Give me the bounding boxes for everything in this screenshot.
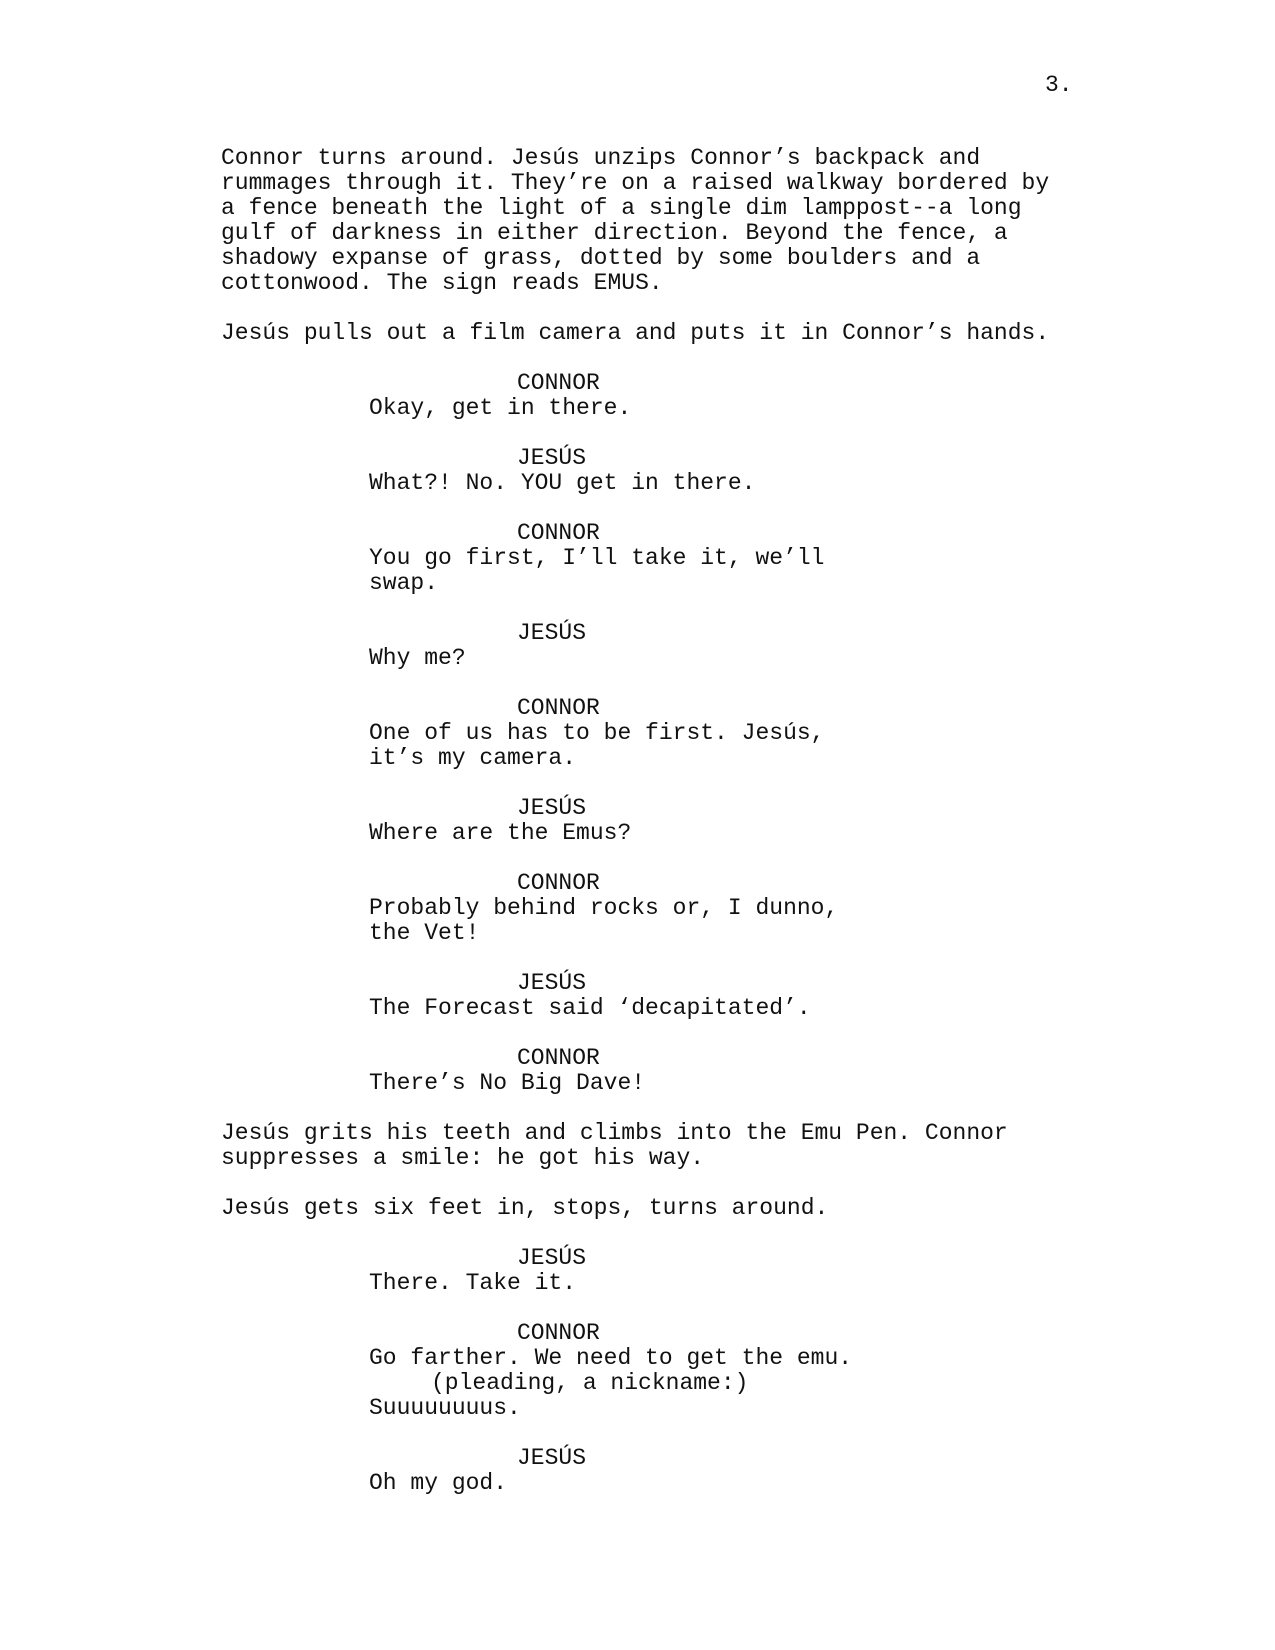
dialogue-block xyxy=(221,1246,1121,1296)
dialogue-block xyxy=(221,521,1121,596)
dialogue-block xyxy=(221,871,1121,946)
dialogue-text: One of us has to be first. Jesús, it’s my camera. xyxy=(369,720,825,771)
character-name: CONNOR xyxy=(517,870,600,896)
dialogue-block xyxy=(221,1046,1121,1096)
dialogue-text: There’s No Big Dave! xyxy=(369,1070,646,1096)
dialogue-block xyxy=(221,796,1121,846)
character-name: JESÚS xyxy=(517,1445,587,1471)
character-name: JESÚS xyxy=(517,1245,587,1271)
dialogue-block xyxy=(221,371,1121,421)
dialogue-text: Probably behind rocks or, I dunno, the Vet! xyxy=(369,895,839,946)
character-name: CONNOR xyxy=(517,370,600,396)
dialogue-text: Why me? xyxy=(369,645,466,671)
action-line: Connor turns around. Jesús unzips Connor’s backpack and rummages through it. They’re on a raised walkway bordered by a fence beneath the light of a single dim lamppost--a long gulf of darkness in either direction. Beyond the fence, a shadowy expanse of grass, dotted by some boulders and a cottonwood. The sign reads EMUS. xyxy=(221,145,1050,296)
dialogue-text: Okay, get in there. xyxy=(369,395,632,421)
parenthetical: (pleading, a nickname:) xyxy=(431,1370,749,1396)
dialogue-text: Oh my god. xyxy=(369,1470,508,1496)
action-line: Jesús gets six feet in, stops, turns around. xyxy=(221,1195,829,1221)
character-name: JESÚS xyxy=(517,795,587,821)
dialogue-block xyxy=(221,696,1121,771)
action-line: Jesús pulls out a film camera and puts it in Connor’s hands. xyxy=(221,320,1050,346)
character-name: CONNOR xyxy=(517,520,600,546)
dialogue-block xyxy=(221,621,1121,671)
action-line: Jesús grits his teeth and climbs into the Emu Pen. Connor suppresses a smile: he got his way. xyxy=(221,1120,1008,1171)
dialogue-text: Suuuuuuuus. xyxy=(369,1395,521,1421)
character-name: JESÚS xyxy=(517,445,587,471)
dialogue-text: Go farther. We need to get the emu. xyxy=(369,1345,853,1371)
dialogue-block xyxy=(221,446,1121,496)
dialogue-text: There. Take it. xyxy=(369,1270,577,1296)
dialogue-block xyxy=(221,1321,1121,1421)
page-number: 3. xyxy=(1045,72,1073,98)
dialogue-block xyxy=(221,1446,1121,1496)
character-name: CONNOR xyxy=(517,1045,600,1071)
dialogue-text: The Forecast said ‘decapitated’. xyxy=(369,995,811,1021)
dialogue-text: Where are the Emus? xyxy=(369,820,632,846)
script-body xyxy=(221,146,1121,1496)
dialogue-text: What?! No. YOU get in there. xyxy=(369,470,756,496)
character-name: JESÚS xyxy=(517,970,587,996)
dialogue-text: You go first, I’ll take it, we’ll swap. xyxy=(369,545,825,596)
character-name: CONNOR xyxy=(517,695,600,721)
character-name: CONNOR xyxy=(517,1320,600,1346)
dialogue-block xyxy=(221,971,1121,1021)
character-name: JESÚS xyxy=(517,620,587,646)
